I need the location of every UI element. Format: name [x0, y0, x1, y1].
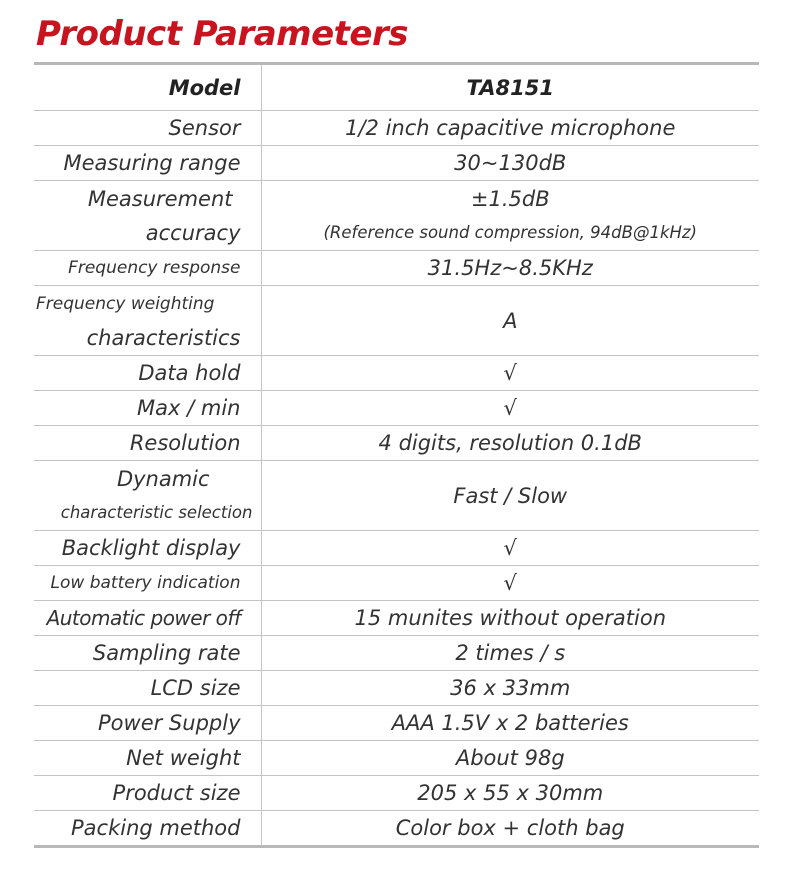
table-row: [34, 146, 759, 181]
check-mark-icon: √: [261, 356, 759, 391]
check-mark-icon: √: [261, 531, 759, 566]
row-value: 2 times / s: [261, 636, 759, 671]
row-label: Net weight: [34, 741, 261, 776]
check-mark-icon: √: [261, 391, 759, 426]
check-mark-icon: √: [261, 566, 759, 601]
row-label-line: characteristic selection: [60, 502, 253, 522]
table-header-row: [34, 65, 759, 111]
row-label: Backlight display: [34, 531, 261, 566]
table-row: [34, 601, 759, 636]
row-label: Max / min: [34, 391, 261, 426]
row-label-line: characteristics: [86, 325, 241, 350]
row-label: Sensor: [34, 111, 261, 146]
row-label-line: Measurement: [87, 186, 233, 211]
row-label: Power Supply: [34, 706, 261, 741]
table-row: [34, 636, 759, 671]
row-label: Low battery indication: [34, 566, 261, 601]
row-value: [261, 181, 759, 251]
row-label: Packing method: [34, 811, 261, 846]
table-row: [34, 706, 759, 741]
table-row: [34, 741, 759, 776]
row-label: LCD size: [34, 671, 261, 706]
row-label: Automatic power off: [34, 601, 261, 636]
row-value: Fast / Slow: [261, 461, 759, 531]
row-value: 205 x 55 x 30mm: [261, 776, 759, 811]
row-label: [34, 461, 261, 531]
row-label: Product size: [34, 776, 261, 811]
parameters-table: [34, 62, 759, 848]
row-value: 30~130dB: [261, 146, 759, 181]
row-value: Color box + cloth bag: [395, 816, 625, 840]
row-value: 36 x 33mm: [261, 671, 759, 706]
table-row: [34, 811, 759, 846]
row-value: 31.5Hz~8.5KHz: [261, 251, 759, 286]
row-value: 1/2 inch capacitive microphone: [261, 111, 759, 146]
table-row: [34, 356, 759, 391]
row-label: [34, 286, 261, 356]
row-value-note: (Reference sound compression, 94dB@1kHz): [323, 222, 697, 242]
row-value-line: ±1.5dB: [470, 186, 550, 211]
model-label: Model: [34, 65, 261, 111]
row-value: 15 munites without operation: [261, 601, 759, 636]
table-row: [34, 426, 759, 461]
row-label: Measuring range: [34, 146, 261, 181]
row-value: About 98g: [261, 741, 759, 776]
table-row: [34, 286, 759, 356]
row-label: Frequency response: [34, 251, 261, 286]
table-row: [34, 251, 759, 286]
model-value: TA8151: [261, 65, 759, 111]
row-label: Data hold: [34, 356, 261, 391]
table-row: [34, 461, 759, 531]
row-label-line: Dynamic: [116, 466, 210, 491]
table-row: [34, 566, 759, 601]
table-row: [34, 111, 759, 146]
table-row: [34, 671, 759, 706]
page-title: Product Parameters: [36, 14, 408, 54]
row-label: Resolution: [34, 426, 261, 461]
row-label: [34, 181, 261, 251]
table-row: [34, 391, 759, 426]
row-label: Sampling rate: [34, 636, 261, 671]
row-value: 4 digits, resolution 0.1dB: [261, 426, 759, 461]
row-label-line: accuracy: [145, 220, 241, 245]
row-label-line: Frequency weighting: [36, 293, 215, 314]
row-value: A: [261, 286, 759, 356]
table-row: [34, 531, 759, 566]
table-row: [34, 776, 759, 811]
table-row: [34, 181, 759, 251]
row-value: AAA 1.5V x 2 batteries: [261, 706, 759, 741]
